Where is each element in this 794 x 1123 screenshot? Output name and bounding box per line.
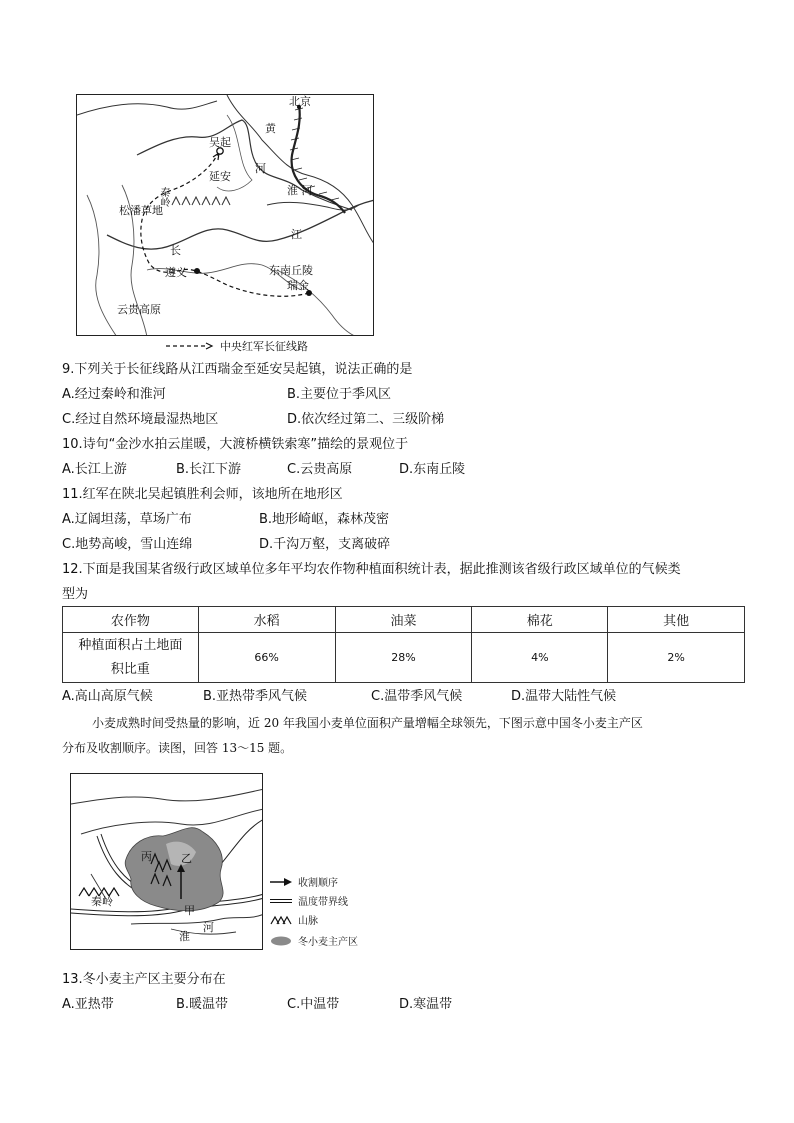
row-label-line2: 积比重 — [110, 661, 150, 677]
q10-option-d[interactable]: D.东南丘陵 — [399, 462, 466, 477]
legend-boundary-label: 温度带界线 — [298, 897, 348, 908]
label-jiang: 江 — [291, 228, 302, 241]
q11-option-c[interactable]: C.地势高峻，雪山连绵 — [62, 537, 193, 552]
q13-option-c[interactable]: C.中温带 — [287, 997, 340, 1012]
q9-stem: 9.下列关于长征线路从江西瑞金至延安吴起镇，说法正确的是 — [62, 362, 413, 377]
long-march-map — [76, 94, 374, 336]
q11-option-a[interactable]: A.辽阔坦荡，草场广布 — [62, 512, 192, 527]
q12-stem-line2: 型为 — [62, 587, 89, 602]
table-cell: 28% — [335, 633, 472, 683]
wheat-map-drawing — [71, 774, 263, 950]
intro-line2: 分布及收割顺序。读图，回答 13～15 题。 — [62, 741, 293, 755]
table-header-cell: 其他 — [608, 607, 745, 633]
q11-option-b[interactable]: B.地形崎岖，森林茂密 — [259, 512, 390, 527]
label-he2: 河 — [203, 921, 214, 934]
label-qinling: 秦岭 — [158, 187, 169, 207]
table-header-cell: 油菜 — [335, 607, 472, 633]
label-bing: 丙 — [141, 850, 152, 863]
q9-option-d[interactable]: D.依次经过第二、三级阶梯 — [287, 412, 445, 427]
legend-harvest-order — [270, 874, 338, 889]
q12-stem-line1: 12.下面是我国某省级行政区域单位多年平均农作物种植面积统计表，据此推测该省级行政区域单位的气候类 — [62, 562, 681, 577]
q11-stem: 11.红军在陕北吴起镇胜利会师，该地所在地形区 — [62, 487, 343, 502]
label-wuqi: 吴起 — [209, 136, 231, 149]
q12-option-a[interactable]: A.高山高原气候 — [62, 689, 153, 704]
table-header-cell: 棉花 — [472, 607, 608, 633]
q9-option-a[interactable]: A.经过秦岭和淮河 — [62, 387, 166, 402]
q10-option-b[interactable]: B.长江下游 — [176, 462, 242, 477]
legend-wheat — [270, 933, 358, 948]
legend-mountain — [270, 912, 318, 927]
table-cell: 66% — [198, 633, 335, 683]
q13-option-d[interactable]: D.寒温带 — [399, 997, 453, 1012]
table-row — [63, 633, 745, 683]
wheat-map — [70, 773, 263, 950]
legend-harvest-label: 收割顺序 — [298, 878, 338, 889]
row-label-line1: 种植面积占土地面 — [78, 637, 183, 653]
table-cell: 2% — [608, 633, 745, 683]
q12-option-d[interactable]: D.温带大陆性气候 — [511, 689, 617, 704]
q13-option-b[interactable]: B.暖温带 — [176, 997, 229, 1012]
legend-mountain-label: 山脉 — [298, 916, 318, 927]
label-chang: 长 — [170, 244, 181, 257]
q9-option-c[interactable]: C.经过自然环境最湿热地区 — [62, 412, 219, 427]
intro-line1: 小麦成熟时间受热量的影响，近 20 年我国小麦单位面积产量增幅全球领先，下图示意中国冬小麦主产区 — [92, 716, 643, 730]
wheat-area-icon — [270, 936, 292, 946]
legend-wheat-label: 冬小麦主产区 — [298, 937, 358, 948]
label-dongnan: 东南丘陵 — [269, 264, 313, 277]
label-jia: 甲 — [184, 904, 195, 917]
mountain-icon — [270, 915, 292, 925]
table-header-row — [63, 607, 745, 633]
route-legend-icon — [166, 342, 214, 350]
label-yungui: 云贵高原 — [117, 303, 161, 316]
q13-option-a[interactable]: A.亚热带 — [62, 997, 114, 1012]
q11-option-d[interactable]: D.千沟万壑，支离破碎 — [259, 537, 391, 552]
legend-boundary — [270, 893, 348, 908]
arrow-icon — [270, 878, 292, 886]
label-zunyi: 遵义 — [165, 266, 187, 279]
q13-stem: 13.冬小麦主产区主要分布在 — [62, 972, 226, 987]
map1-legend — [166, 338, 308, 354]
label-qinling2: 秦岭 — [91, 895, 113, 908]
q10-stem: 10.诗句“金沙水拍云崖暖，大渡桥横铁索寒”描绘的景观位于 — [62, 437, 409, 452]
table-header-cell: 水稻 — [198, 607, 335, 633]
q9-option-b[interactable]: B.主要位于季风区 — [287, 387, 392, 402]
label-songpan: 松潘草地 — [119, 204, 163, 217]
label-huai: 淮 — [179, 930, 190, 943]
q12-option-c[interactable]: C.温带季风气候 — [371, 689, 463, 704]
label-huang: 黄 — [265, 122, 276, 135]
label-ruijin: 瑞金 — [287, 279, 309, 292]
route-legend-label: 中央红军长征线路 — [220, 340, 308, 353]
double-line-icon — [270, 897, 292, 905]
q12-option-b[interactable]: B.亚热带季风气候 — [203, 689, 308, 704]
label-yi: 乙 — [181, 852, 192, 865]
label-beijing: 北京 — [289, 95, 311, 108]
table-cell: 4% — [472, 633, 608, 683]
label-huaihe: 淮 河 — [287, 184, 313, 197]
table-header-cell: 农作物 — [63, 607, 199, 633]
label-yanan: 延安 — [209, 170, 231, 183]
table-row-label — [63, 633, 199, 683]
q10-option-a[interactable]: A.长江上游 — [62, 462, 127, 477]
crop-area-table — [62, 606, 745, 683]
q10-option-c[interactable]: C.云贵高原 — [287, 462, 353, 477]
label-he: 河 — [255, 162, 266, 175]
